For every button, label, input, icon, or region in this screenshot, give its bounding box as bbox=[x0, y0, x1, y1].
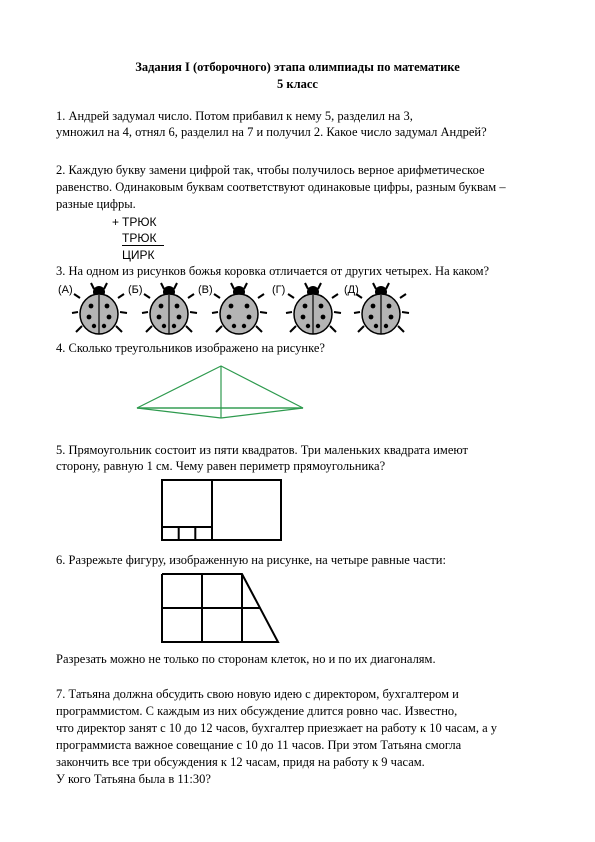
ladybug-label-g: (Г) bbox=[272, 284, 286, 296]
task1-line1: 1. Андрей задумал число. Потом прибавил к нему 5, разделил на 3, bbox=[56, 109, 413, 123]
ladybug-label-d: (Д) bbox=[344, 284, 359, 296]
puzzle-word1: ТРЮК bbox=[122, 215, 157, 229]
task7-line3: что директор занят с 10 до 12 часов, бухгалтер приезжает на работу к 10 часам, а у bbox=[56, 721, 498, 735]
ladybug-label-v: (В) bbox=[198, 284, 213, 296]
ladybug-label-a: (А) bbox=[58, 284, 73, 296]
ladybug-icon bbox=[352, 282, 412, 340]
task2-line1: 2. Каждую букву замени цифрой так, чтобы получилось верное арифметическое bbox=[56, 163, 485, 177]
task5-line2: сторону, равную 1 см. Чему равен периметр прямоугольника? bbox=[56, 459, 386, 473]
ladybug-icon bbox=[284, 282, 344, 340]
puzzle-plus: + bbox=[112, 215, 120, 229]
rhombus-figure bbox=[133, 364, 309, 420]
grid-figure bbox=[160, 572, 282, 646]
puzzle-word2: ТРЮК bbox=[122, 231, 164, 246]
task2-line3: разные цифры. bbox=[56, 197, 136, 211]
ladybug-icon bbox=[210, 282, 270, 340]
task5-line1: 5. Прямоугольник состоит из пяти квадратов. Три маленьких квадрата имеют bbox=[56, 443, 469, 457]
task6-note: Разрезать можно не только по сторонам клеток, но и по их диагоналям. bbox=[56, 652, 436, 666]
task7-line2: программистом. С каждым из них обсуждение длится ровно час. Известно, bbox=[56, 704, 458, 718]
rectangle-figure bbox=[160, 478, 284, 544]
ladybug-label-b: (Б) bbox=[128, 284, 143, 296]
task3-line1: 3. На одном из рисунков божья коровка отличается от других четырех. На каком? bbox=[56, 264, 490, 278]
task4-line1: 4. Сколько треугольников изображено на рисунке? bbox=[56, 341, 325, 355]
task1-line2: умножил на 4, отнял 6, разделил на 7 и получил 2. Какое число задумал Андрей? bbox=[56, 125, 487, 139]
page-subtitle: 5 класс bbox=[277, 77, 318, 91]
task7-line6: У кого Татьяна была в 11:30? bbox=[56, 772, 211, 786]
task7-line5: закончить все три обсуждения к 12 часам, придя на работу к 9 часам. bbox=[56, 755, 425, 769]
task2-line2: равенство. Одинаковым буквам соответствуют одинаковые цифры, разным буквам – bbox=[56, 180, 506, 194]
task7-line4: программиста важное совещание с 10 до 11 часов. При этом Татьяна смогла bbox=[56, 738, 462, 752]
task6-line1: 6. Разрежьте фигуру, изображенную на рисунке, на четыре равные части: bbox=[56, 553, 446, 567]
page-title: Задания I (отборочного) этапа олимпиады по математике bbox=[135, 60, 460, 74]
ladybug-icon bbox=[140, 282, 200, 340]
task7-line1: 7. Татьяна должна обсудить свою новую идею с директором, бухгалтером и bbox=[56, 687, 459, 701]
ladybug-icon bbox=[70, 282, 130, 340]
puzzle-result: ЦИРК bbox=[122, 248, 155, 262]
rhombus-outline bbox=[137, 366, 303, 408]
